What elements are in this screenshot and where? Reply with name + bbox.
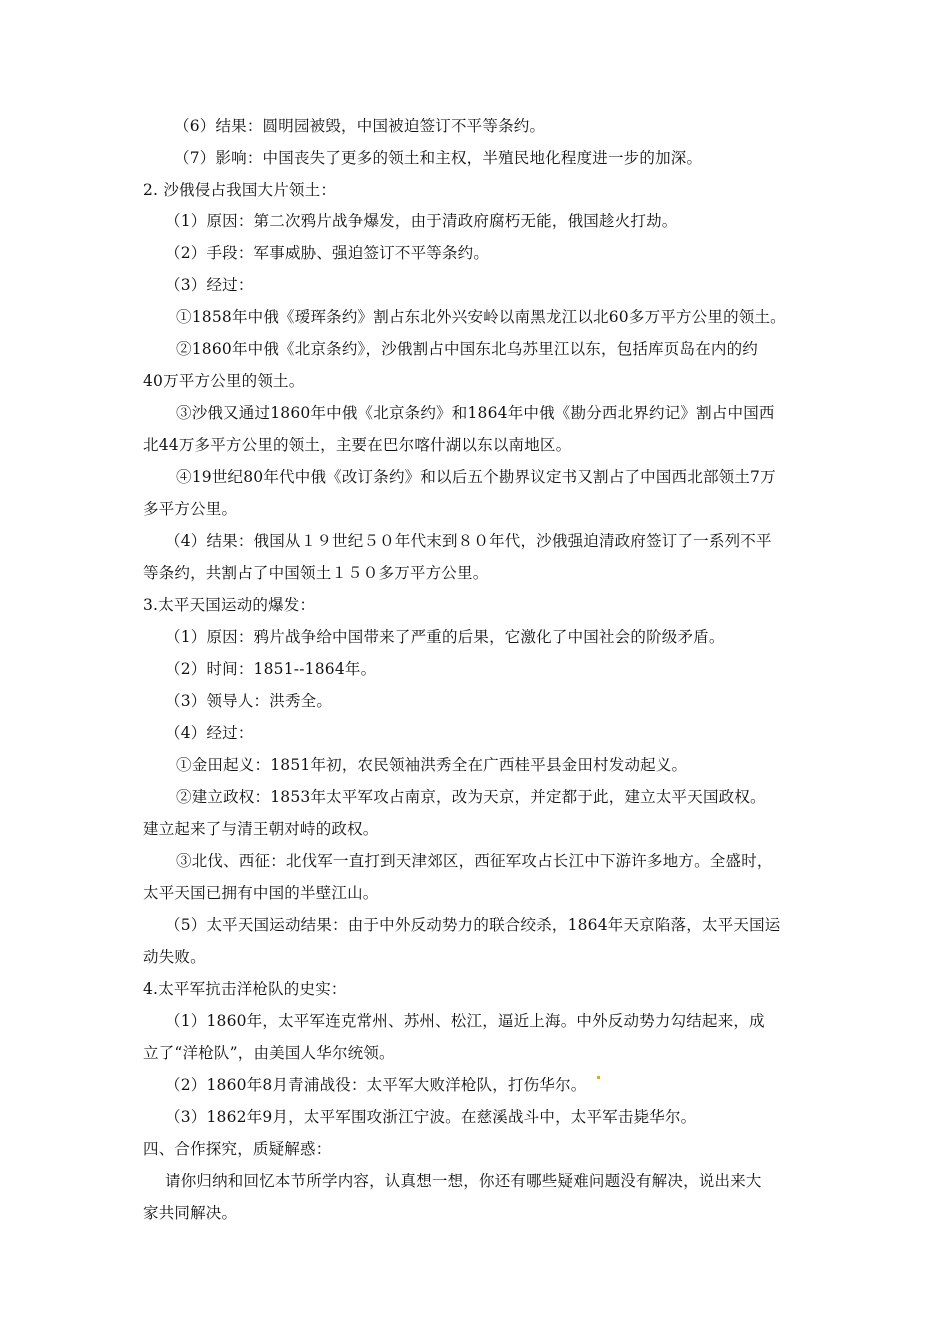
text-line: （1）原因：第二次鸦片战争爆发，由于清政府腐朽无能，俄国趁火打劫。 <box>165 212 678 230</box>
text-line: （4）结果：俄国从１９世纪５０年代末到８０年代，沙俄强迫清政府签订了一系列不平 <box>165 532 772 550</box>
text-line: 太平天国已拥有中国的半壁江山。 <box>143 884 379 902</box>
text-line: （1）1860年，太平军连克常州、苏州、松江，逼近上海。中外反动势力勾结起来，成 <box>165 1012 765 1030</box>
section-heading: 四、合作探究，质疑解惑： <box>143 1140 332 1158</box>
text-line: （2）手段：军事威胁、强迫签订不平等条约。 <box>165 244 490 262</box>
text-line: （2）1860年8月青浦战役：太平军大败洋枪队，打伤华尔。 <box>165 1076 587 1094</box>
text-line: 北44万多平方公里的领土，主要在巴尔喀什湖以东以南地区。 <box>143 436 572 454</box>
text-line: 立了“洋枪队”，由美国人华尔统领。 <box>143 1044 395 1062</box>
text-line: （5）太平天国运动结果：由于中外反动势力的联合绞杀，1864年天京陷落，太平天国运 <box>165 916 781 934</box>
text-line: （1）原因：鸦片战争给中国带来了严重的后果，它激化了中国社会的阶级矛盾。 <box>165 628 725 646</box>
text-line: ②1860年中俄《北京条约》，沙俄割占中国东北乌苏里江以东，包括库页岛在内的约 <box>176 340 758 358</box>
stray-mark <box>597 1076 600 1079</box>
section-heading: 2. 沙俄侵占我国大片领土： <box>143 181 337 199</box>
text-line: ③北伐、西征：北伐军一直打到天津郊区，西征军攻占长江中下游许多地方。全盛时， <box>176 852 773 870</box>
text-line: 等条约，共割占了中国领土１５０多万平方公里。 <box>143 564 489 582</box>
text-line: 家共同解决。 <box>143 1204 238 1222</box>
text-line: 多平方公里。 <box>143 500 238 518</box>
text-line: 建立起来了与清王朝对峙的政权。 <box>143 820 379 838</box>
text-line: 动失败。 <box>143 948 206 966</box>
text-line: （2）时间：1851--1864年。 <box>165 660 377 678</box>
text-line: （6）结果：圆明园被毁，中国被迫签订不平等条约。 <box>174 117 546 135</box>
text-line: ②建立政权：1853年太平军攻占南京，改为天京，并定都于此，建立太平天国政权。 <box>176 788 766 806</box>
text-line: （3）1862年9月，太平军围攻浙江宁波。在慈溪战斗中，太平军击毙华尔。 <box>165 1108 697 1126</box>
text-line: ①1858年中俄《瑷珲条约》割占东北外兴安岭以南黑龙江以北60多万平方公里的领土。 <box>176 308 786 326</box>
text-line: （7）影响：中国丧失了更多的领土和主权，半殖民地化程度进一步的加深。 <box>174 149 703 167</box>
text-line: 请你归纳和回忆本节所学内容，认真想一想，你还有哪些疑难问题没有解决，说出来大 <box>165 1172 762 1190</box>
text-line: 40万平方公里的领土。 <box>143 372 305 390</box>
text-line: ④19世纪80年代中俄《改订条约》和以后五个勘界议定书又割占了中国西北部领土7万 <box>176 468 776 486</box>
text-line: ③沙俄又通过1860年中俄《北京条约》和1864年中俄《勘分西北界约记》割占中国西 <box>176 404 775 422</box>
text-line: （3）经过： <box>165 276 254 294</box>
text-line: （4）经过： <box>165 724 254 742</box>
text-line: ①金田起义：1851年初，农民领袖洪秀全在广西桂平县金田村发动起义。 <box>176 756 688 774</box>
text-line: （3）领导人：洪秀全。 <box>165 692 333 710</box>
section-heading: 3.太平天国运动的爆发： <box>143 596 316 614</box>
section-heading: 4.太平军抗击洋枪队的史实： <box>143 980 347 998</box>
